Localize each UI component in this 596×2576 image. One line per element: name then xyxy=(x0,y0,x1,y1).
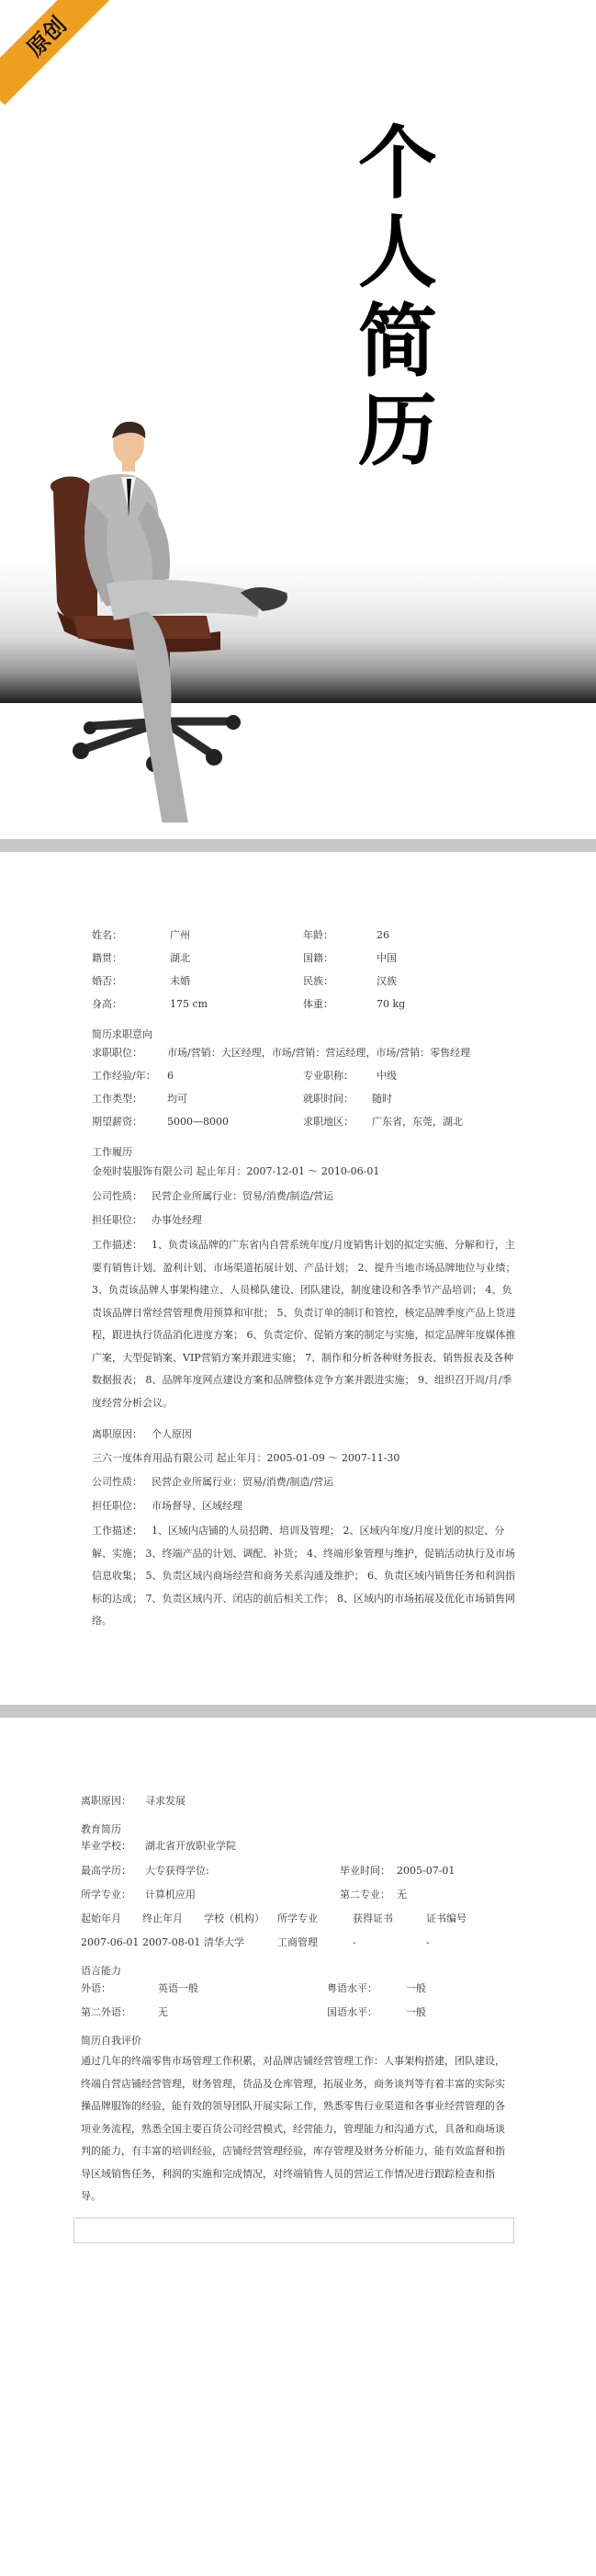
section-divider xyxy=(0,839,596,852)
origin-value: 湖北 xyxy=(170,952,190,964)
age-label: 年龄： xyxy=(303,929,333,941)
location-value: 广东省，东莞，湖北 xyxy=(372,1116,463,1128)
job1-role-label: 担任职位： xyxy=(92,1214,142,1226)
intent-heading: 简历求职意向 xyxy=(92,1028,152,1040)
job1-role-value: 办事处经理 xyxy=(152,1214,202,1226)
cantonese-value: 一般 xyxy=(406,1982,426,1994)
ethnicity-label: 民族： xyxy=(303,975,333,987)
marital-value: 未婚 xyxy=(170,975,190,987)
name-label: 姓名： xyxy=(92,929,122,941)
worktype-value: 均可 xyxy=(167,1093,187,1105)
age-value: 26 xyxy=(377,929,389,941)
job1-desc-label: 工作描述： xyxy=(92,1239,142,1251)
table-cell: - xyxy=(426,1936,430,1948)
work-heading: 工作履历 xyxy=(92,1146,132,1158)
table-header-cell: 所学专业 xyxy=(277,1912,318,1924)
job2-company-line: 三六一度体育用品有限公司 起止年月：2005-01-09 ～ 2007-11-30 xyxy=(92,1452,400,1464)
degree-label: 最高学历： xyxy=(81,1865,131,1877)
table-header-cell: 学校（机构） xyxy=(204,1912,264,1924)
table-header-cell: 获得证书 xyxy=(353,1912,393,1924)
job1-leave-label: 离职原因： xyxy=(92,1428,142,1440)
language-heading: 语言能力 xyxy=(81,1965,121,1977)
school-value: 湖北省开放职业学院 xyxy=(145,1840,236,1852)
second-major-label: 第二专业： xyxy=(340,1889,390,1901)
mandarin-value: 一般 xyxy=(406,2006,426,2018)
table-cell: 工商管理 xyxy=(277,1936,318,1948)
job2-role-value: 市场督导、区域经理 xyxy=(152,1500,242,1512)
nationality-value: 中国 xyxy=(377,952,397,964)
table-header-cell: 终止年月 xyxy=(142,1912,183,1924)
job1-company-line: 金苑时装服饰有限公司 起止年月：2007-12-01 ～ 2010-06-01 xyxy=(92,1165,380,1177)
mandarin-label: 国语水平： xyxy=(327,2006,377,2018)
job1-leave-value: 个人原因 xyxy=(152,1428,192,1440)
second-language-label: 第二外语： xyxy=(81,2006,131,2018)
cantonese-label: 粤语水平： xyxy=(327,1982,377,1994)
title-char: 简 xyxy=(358,296,437,388)
title-char: 人 xyxy=(358,207,437,299)
nationality-label: 国籍： xyxy=(303,952,333,964)
job1-industry-value: 民营企业所属行业：贸易/消费/制造/营运 xyxy=(152,1190,334,1202)
degree-value: 大专获得学位: xyxy=(145,1865,209,1877)
name-value: 广州 xyxy=(170,929,190,941)
table-cell: 2007-08-01 xyxy=(142,1936,201,1948)
major-label: 所学专业： xyxy=(81,1889,131,1901)
professional-title-value: 中级 xyxy=(377,1070,397,1082)
position-label: 求职职位： xyxy=(92,1047,142,1059)
second-language-value: 无 xyxy=(158,2006,168,2018)
original-badge: 原创 xyxy=(0,0,115,105)
empty-text-box xyxy=(73,2218,514,2243)
school-label: 毕业学校： xyxy=(81,1840,131,1852)
worktype-label: 工作类型： xyxy=(92,1093,142,1105)
job2-desc-label: 工作描述： xyxy=(92,1525,142,1537)
height-label: 身高： xyxy=(92,998,122,1010)
job2-description: 1、区域内店铺的人员招聘、培训及管理； 2、区域内年度/月度计划的拟定、分解、实施； 3、终端产品的计划、调配、补货； 4、终端形象管理与维护，促销活动执行及市场信息收集； 5、负责区域内商场经营和商务关系沟通及维护； 6、负责区域内销售任务和利润指标的达成； 7、负责区域内开、闭店的前后相关工作； 8、区域内的市场拓展及优化市场销售网络。 xyxy=(92,1525,515,1627)
graduation-value: 2005-07-01 xyxy=(397,1865,455,1877)
available-value: 随时 xyxy=(372,1093,392,1105)
job2-industry-label: 公司性质： xyxy=(92,1476,142,1488)
section-divider xyxy=(0,1705,596,1718)
businessman-illustration xyxy=(37,418,331,823)
graduation-label: 毕业时间： xyxy=(340,1865,390,1877)
job1-description: 1、负责该品牌的广东省内自营系统年度/月度销售计划的拟定实施、分解和行，主要有销售计划、盈利计划、市场渠道拓展计划、产品计划； 2、提升当地市场品牌地位与业绩； 3、负责该品牌人事架构建立、人员梯队建设、团队建设，制度建设和各季节产品培训； 4、负责该品牌日常经营管理费用预算和审批； 5、负责订单的制订和管控，核定品牌季度产品上货进程，跟进执行货品消化进度方案； 6、负责定价、促销方案的制定与实施，拟定品牌年度媒体推广案，大型促销案、VIP营销方案并跟进实施； 7、制作和分析各种财务报表、销售报表及各种数据报表； 8、品牌年度网点建设方案和品牌整体竞争方案并跟进实施； 9、组织召开周/月/季度经营分析会议。 xyxy=(92,1239,516,1409)
table-cell: 2007-06-01 xyxy=(81,1936,140,1948)
salary-label: 期望薪资： xyxy=(92,1116,142,1128)
location-label: 求职地区： xyxy=(303,1116,354,1128)
professional-title-label: 专业职称： xyxy=(303,1070,354,1082)
experience-label: 工作经验/年： xyxy=(92,1070,156,1082)
weight-label: 体重： xyxy=(303,998,333,1010)
education-heading: 教育简历 xyxy=(81,1823,121,1835)
foreign-language-label: 外语： xyxy=(81,1982,111,1994)
salary-value: 5000—8000 xyxy=(167,1116,229,1128)
job2-role-label: 担任职位： xyxy=(92,1500,142,1512)
table-header-cell: 起始年月 xyxy=(81,1912,121,1924)
table-cell: - xyxy=(353,1936,356,1948)
height-value: 175 cm xyxy=(170,998,208,1010)
job1-industry-label: 公司性质： xyxy=(92,1190,142,1202)
second-major-value: 无 xyxy=(397,1889,407,1901)
ethnicity-value: 汉族 xyxy=(377,975,397,987)
job2-industry-value: 民营企业所属行业：贸易/消费/制造/营运 xyxy=(152,1476,334,1488)
table-header-cell: 证书编号 xyxy=(426,1912,467,1924)
self-evaluation-heading: 简历自我评价 xyxy=(81,2035,141,2047)
weight-value: 70 kg xyxy=(377,998,406,1010)
title-char: 历 xyxy=(358,385,437,477)
resume-title xyxy=(356,119,439,476)
position-value: 市场/营销：大区经理，市场/营销：营运经理，市场/营销：零售经理 xyxy=(167,1047,471,1059)
job2-leave-label: 离职原因： xyxy=(81,1795,131,1807)
foreign-language-value: 英语一般 xyxy=(158,1982,198,1994)
title-char: 个 xyxy=(358,118,437,210)
table-cell: 清华大学 xyxy=(204,1936,244,1948)
origin-label: 籍贯： xyxy=(92,952,122,964)
self-evaluation-text: 通过几年的终端零售市场管理工作积累，对品牌店铺经营管理工作：人事架构搭建，团队建设，终端自营店铺经营管理，财务管理，货品及仓库管理，拓展业务，商务谈判等有着丰富的实际实操品牌服饰的经验，能有效的领导团队开展实际工作，熟悉零售行业渠道和各事业经营管理的各项业务流程，熟悉全国主要百货公司经营模式，经营能力，管理能力和沟通方式，具备和商场谈判的能力，有丰富的培训经验，店铺经营管理经验，库存管理及财务分析能力，能有效监督和指导区域销售任务，利润的实施和完成情况，对终端销售人员的营运工作情况进行跟踪检查和指导。 xyxy=(81,2055,505,2202)
job2-leave-value: 寻求发展 xyxy=(145,1795,186,1807)
marital-label: 婚否： xyxy=(92,975,122,987)
available-label: 就职时间： xyxy=(303,1093,354,1105)
experience-value: 6 xyxy=(167,1070,174,1082)
major-value: 计算机应用 xyxy=(145,1889,196,1901)
